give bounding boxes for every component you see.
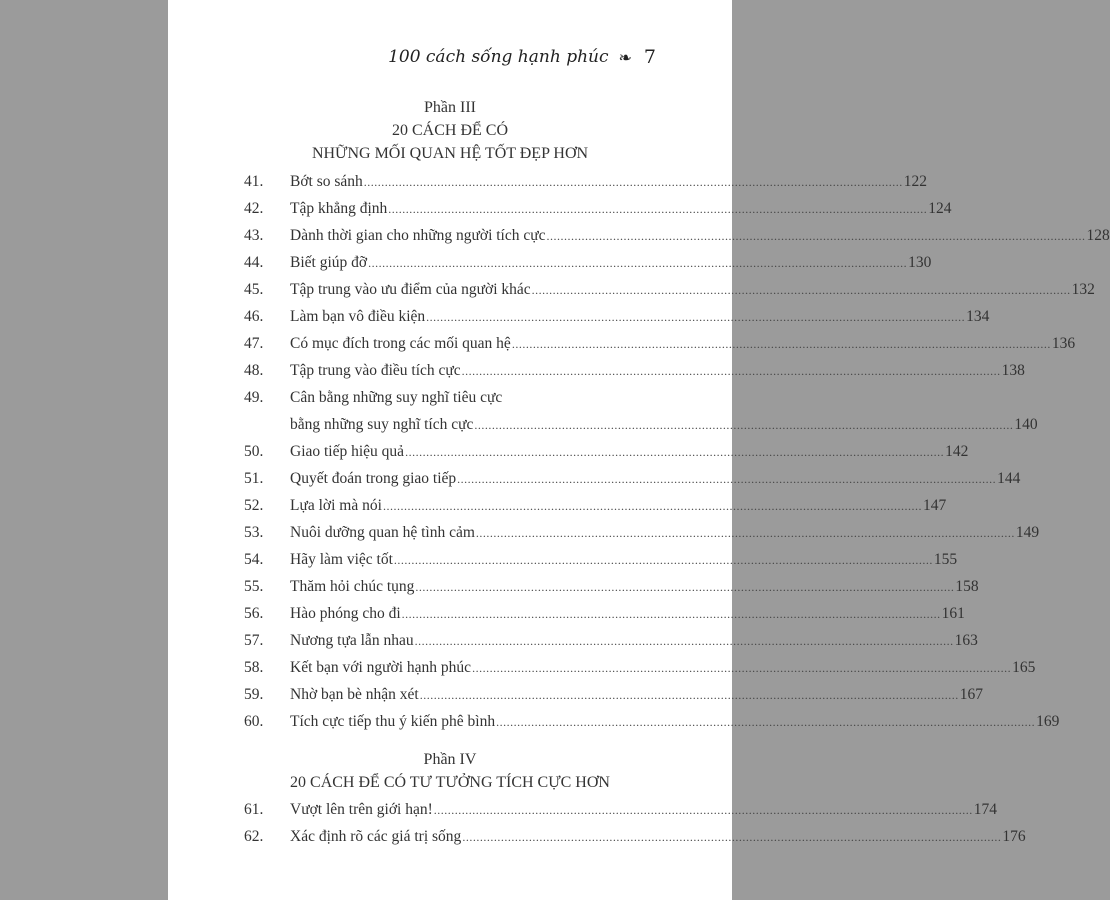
toc-entry: [244, 357, 1025, 384]
dot-leader: [426, 304, 965, 331]
entry-number: 56.: [244, 605, 264, 622]
book-title: 100 cách sống hạnh phúc: [388, 47, 609, 67]
book-page: [168, 0, 1110, 900]
entry-page-number: 136: [1051, 335, 1076, 352]
entry-page-number: 140: [1014, 416, 1038, 433]
entry-title: Biết giúp đỡ: [290, 254, 368, 271]
entry-page-number: 169: [1036, 713, 1060, 730]
ornament-icon: ❧: [618, 47, 632, 67]
entry-number: 61.: [244, 801, 264, 818]
entry-title: Quyết đoán trong giao tiếp: [290, 470, 457, 487]
entry-title: Kết bạn với người hạnh phúc: [290, 659, 472, 676]
part-label: Phần III: [424, 99, 476, 116]
dot-leader: [474, 412, 1013, 439]
entry-title: Hãy làm việc tốt: [290, 551, 393, 568]
entry-title: Tập trung vào điều tích cực: [290, 362, 461, 379]
toc-entry: [244, 303, 990, 330]
entry-page-number: 128: [1086, 227, 1110, 244]
toc-entry: [244, 823, 1026, 850]
entry-page-number: 176: [1002, 828, 1026, 845]
dot-leader: [476, 520, 1015, 547]
entry-page-number: 161: [941, 605, 965, 622]
entry-title: Thăm hỏi chúc tụng: [290, 578, 415, 595]
dot-leader: [415, 574, 954, 601]
section-heading-part-4: [168, 748, 732, 794]
part-title-line: NHỮNG MỐI QUAN HỆ TỐT ĐẸP HƠN: [311, 145, 589, 162]
dot-leader: [368, 250, 907, 277]
entry-page-number: 149: [1015, 524, 1040, 541]
toc-entry: [244, 796, 997, 823]
entry-title: Xác định rõ các giá trị sống: [290, 828, 462, 845]
entry-title: Tích cực tiếp thu ý kiến phê bình: [290, 713, 496, 730]
entry-title: Nhờ bạn bè nhận xét: [290, 686, 419, 703]
dot-leader: [402, 601, 941, 628]
entry-number: 53.: [244, 524, 264, 541]
entry-number: 49.: [244, 389, 264, 406]
dot-leader: [472, 655, 1011, 682]
entry-number: 43.: [244, 227, 264, 244]
entry-number: 45.: [244, 281, 264, 298]
part-label: Phần IV: [423, 751, 477, 768]
entry-page-number: 124: [928, 200, 952, 217]
dot-leader: [415, 628, 954, 655]
entry-page-number: 167: [959, 686, 983, 703]
entry-title-line: Cân bằng những suy nghĩ tiêu cực: [290, 389, 503, 406]
entry-title: Hào phóng cho đi: [290, 605, 401, 622]
dot-leader: [420, 682, 959, 709]
toc-entry: [244, 276, 1095, 303]
dot-leader: [394, 547, 933, 574]
entry-number: 54.: [244, 551, 264, 568]
entry-page-number: 134: [966, 308, 990, 325]
part-title-line: 20 CÁCH ĐỂ CÓ TƯ TƯỞNG TÍCH CỰC HƠN: [290, 774, 610, 791]
entry-title: Tập trung vào ưu điểm của người khác: [290, 281, 531, 298]
entry-title: Có mục đích trong các mối quan hệ: [290, 335, 511, 352]
entry-title: Vượt lên trên giới hạn!: [290, 801, 433, 818]
page-number: 7: [643, 46, 656, 68]
entry-page-number: 138: [1001, 362, 1025, 379]
toc-entry: [244, 438, 969, 465]
entry-page-number: 144: [997, 470, 1021, 487]
entry-page-number: 165: [1012, 659, 1036, 676]
entry-title: Bớt so sánh: [290, 173, 363, 190]
dot-leader: [434, 797, 973, 824]
entry-number: 58.: [244, 659, 264, 676]
dot-leader: [457, 466, 996, 493]
entry-title: Làm bạn vô điều kiện: [290, 308, 426, 325]
dot-leader: [532, 277, 1071, 304]
entry-page-number: 142: [945, 443, 969, 460]
toc-entry: [244, 222, 1110, 249]
entry-page-number: 147: [922, 497, 947, 514]
entry-number: 41.: [244, 173, 264, 190]
toc-entry: [244, 249, 932, 276]
entry-page-number: 158: [955, 578, 979, 595]
section-heading-part-3: [168, 96, 732, 165]
entry-number: 52.: [244, 497, 264, 514]
dot-leader: [547, 223, 1086, 250]
entry-title: bằng những suy nghĩ tích cực: [290, 416, 474, 433]
entry-number: 42.: [244, 200, 264, 217]
entry-title: Nuôi dưỡng quan hệ tình cảm: [290, 524, 475, 541]
dot-leader: [496, 709, 1035, 736]
toc-entry: [244, 492, 947, 519]
entry-number: 50.: [244, 443, 264, 460]
dot-leader: [364, 169, 903, 196]
entry-number: 57.: [244, 632, 264, 649]
entry-page-number: 163: [954, 632, 978, 649]
entry-number: 60.: [244, 713, 264, 730]
toc-list-part-4: [244, 796, 1026, 850]
entry-number: 44.: [244, 254, 264, 271]
dot-leader: [462, 824, 1001, 851]
toc-entry: [244, 573, 979, 600]
entry-title: Lựa lời mà nói: [290, 497, 382, 514]
dot-leader: [462, 358, 1001, 385]
entry-page-number: 155: [933, 551, 958, 568]
toc-entry: [244, 546, 958, 573]
toc-entry: [244, 654, 1036, 681]
entry-title: Dành thời gian cho những người tích cực: [290, 227, 546, 244]
entry-number: 51.: [244, 470, 264, 487]
entry-number: 48.: [244, 362, 264, 379]
toc-entry: [244, 384, 1038, 438]
dot-leader: [383, 493, 922, 520]
entry-number: 46.: [244, 308, 264, 325]
entry-title: Giao tiếp hiệu quả: [290, 443, 405, 460]
entry-page-number: 130: [908, 254, 932, 271]
running-head: [388, 46, 656, 68]
entry-page-number: 174: [973, 801, 997, 818]
toc-entry: [244, 519, 1040, 546]
dot-leader: [405, 439, 944, 466]
entry-page-number: 122: [903, 173, 928, 190]
entry-number: 62.: [244, 828, 264, 845]
toc-entry: [244, 330, 1076, 357]
toc-entry: [244, 708, 1060, 735]
dot-leader: [512, 331, 1051, 358]
toc-entry: [244, 627, 978, 654]
toc-entry: [244, 600, 965, 627]
entry-number: 55.: [244, 578, 264, 595]
dot-leader: [388, 196, 927, 223]
toc-entry: [244, 195, 952, 222]
toc-entry: [244, 681, 983, 708]
entry-title: Tập khẳng định: [290, 200, 388, 217]
entry-title: Nương tựa lẫn nhau: [290, 632, 414, 649]
entry-number: 47.: [244, 335, 264, 352]
toc-list-part-3: [244, 168, 1110, 735]
entry-page-number: 132: [1071, 281, 1095, 298]
part-title-line: 20 CÁCH ĐỂ CÓ: [391, 122, 508, 139]
entry-number: 59.: [244, 686, 264, 703]
toc-entry: [244, 465, 1021, 492]
toc-entry: [244, 168, 928, 195]
